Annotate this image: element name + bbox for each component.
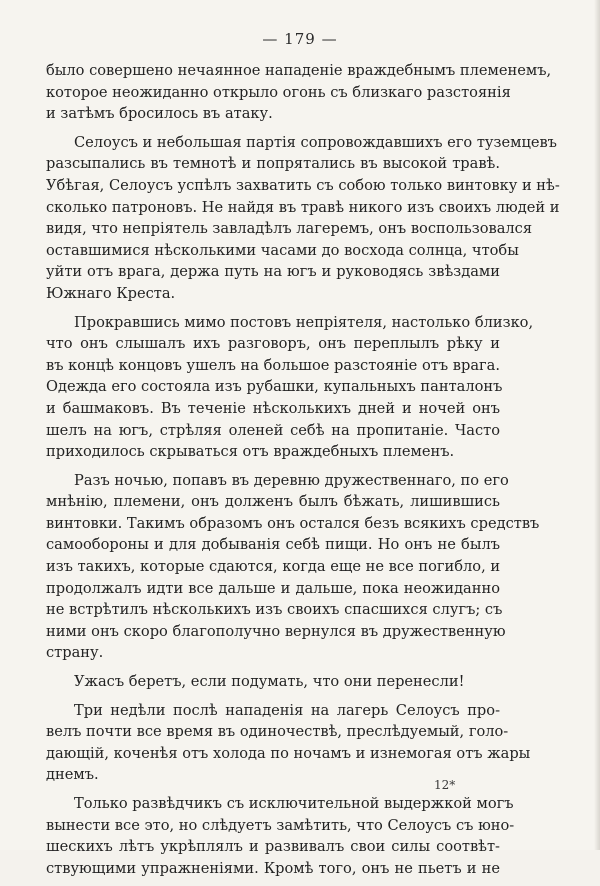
text-line: въ концѣ концовъ ушелъ на большое разстоянiе отъ врага. [46, 356, 500, 374]
body-text [46, 60, 560, 886]
text-line: Разъ ночью, попавъ въ деревню дружественнаго, по его [74, 471, 509, 489]
text-line: разсыпались въ темнотѣ и попрятались въ высокой травѣ. [46, 155, 500, 173]
text-line: Одежда его состояла изъ рубашки, купальныхъ панталонъ [46, 378, 503, 396]
text-line: видя, что непрiятель завладѣлъ лагеремъ, онъ воспользовался [46, 220, 533, 238]
text-line: уйти отъ врага, держа путь на югъ и руководясь звѣздами [46, 263, 500, 281]
text-line: Только развѣдчикъ съ исключительной выдержкой могъ [74, 795, 514, 812]
text-line: которое неожиданно открыло огонь съ близкаго разстоянiя [46, 83, 511, 101]
text-line: было совершено нечаянное нападенiе враждебнымъ племенемъ, [46, 62, 552, 79]
paragraph [46, 671, 500, 693]
page-edge-shadow [594, 0, 600, 850]
paragraph [46, 132, 560, 305]
text-line: мнѣнiю, племени, онъ долженъ былъ бѣжать, лишившись [46, 493, 500, 511]
text-line: винтовки. Такимъ образомъ онъ остался безъ всякихъ средствъ [46, 514, 540, 532]
paragraph [46, 470, 540, 664]
paragraph [46, 312, 534, 463]
text-line: днемъ. [46, 766, 99, 784]
text-line: Ужасъ беретъ, если подумать, что они перенесли! [74, 673, 465, 691]
text-line: и башмаковъ. Въ теченiе нѣсколькихъ дней и ночей онъ [46, 399, 500, 417]
text-line: ствующими упражненiями. Кромѣ того, онъ не пьетъ и не [46, 859, 500, 877]
paragraph [46, 793, 515, 879]
text-line: дающiй, коченѣя отъ холода по ночамъ и изнемогая отъ жары [46, 744, 531, 762]
text-line: Три недѣли послѣ нападенiя на лагерь Селоусъ про- [74, 701, 500, 719]
signature-mark: 12* [434, 778, 456, 792]
text-line: Прокравшись мимо постовъ непрiятеля, настолько близко, [74, 313, 534, 331]
text-line: самообороны и для добыванiя себѣ пищи. Но онъ не былъ [46, 536, 500, 554]
text-line: что онъ слышалъ ихъ разговоръ, онъ переплылъ рѣку и [46, 335, 500, 353]
text-line: ними онъ скоро благополучно вернулся въ дружественную [46, 622, 506, 640]
text-line: страну. [46, 644, 104, 662]
paragraph [46, 700, 531, 786]
text-line: шескихъ лѣтъ укрѣплялъ и развивалъ свои силы соотвѣт- [46, 838, 500, 856]
text-line: Селоусъ и небольшая партiя сопровождавшихъ его туземцевъ [74, 133, 557, 151]
text-line: шелъ на югъ, стрѣляя оленей себѣ на пропитанiе. Часто [46, 421, 500, 439]
text-line: Убѣгая, Селоусъ успѣлъ захватить съ собою только винтовку и нѣ- [46, 176, 560, 194]
text-line: приходилось скрываться отъ враждебныхъ племенъ. [46, 443, 455, 461]
text-line: Южнаго Креста. [46, 284, 176, 302]
page-number: — 179 — [262, 30, 338, 48]
text-line: не встрѣтилъ нѣсколькихъ изъ своихъ спасшихся слугъ; съ [46, 601, 503, 619]
text-line: вынести все это, но слѣдуетъ замѣтить, что Селоусъ съ юно- [46, 816, 515, 834]
text-line: изъ такихъ, которые сдаются, когда еще не все погибло, и [46, 558, 501, 576]
text-line: и затѣмъ бросилось въ атаку. [46, 105, 273, 123]
text-line: сколько патроновъ. Не найдя въ травѣ никого изъ своихъ людей и [46, 198, 560, 216]
text-line: продолжалъ идти все дальше и дальше, пока неожиданно [46, 579, 500, 597]
text-line: велъ почти все время въ одиночествѣ, преслѣдуемый, голо- [46, 723, 509, 741]
paragraph [46, 60, 552, 125]
text-line: оставшимися нѣсколькими часами до восхода солнца, чтобы [46, 241, 519, 259]
